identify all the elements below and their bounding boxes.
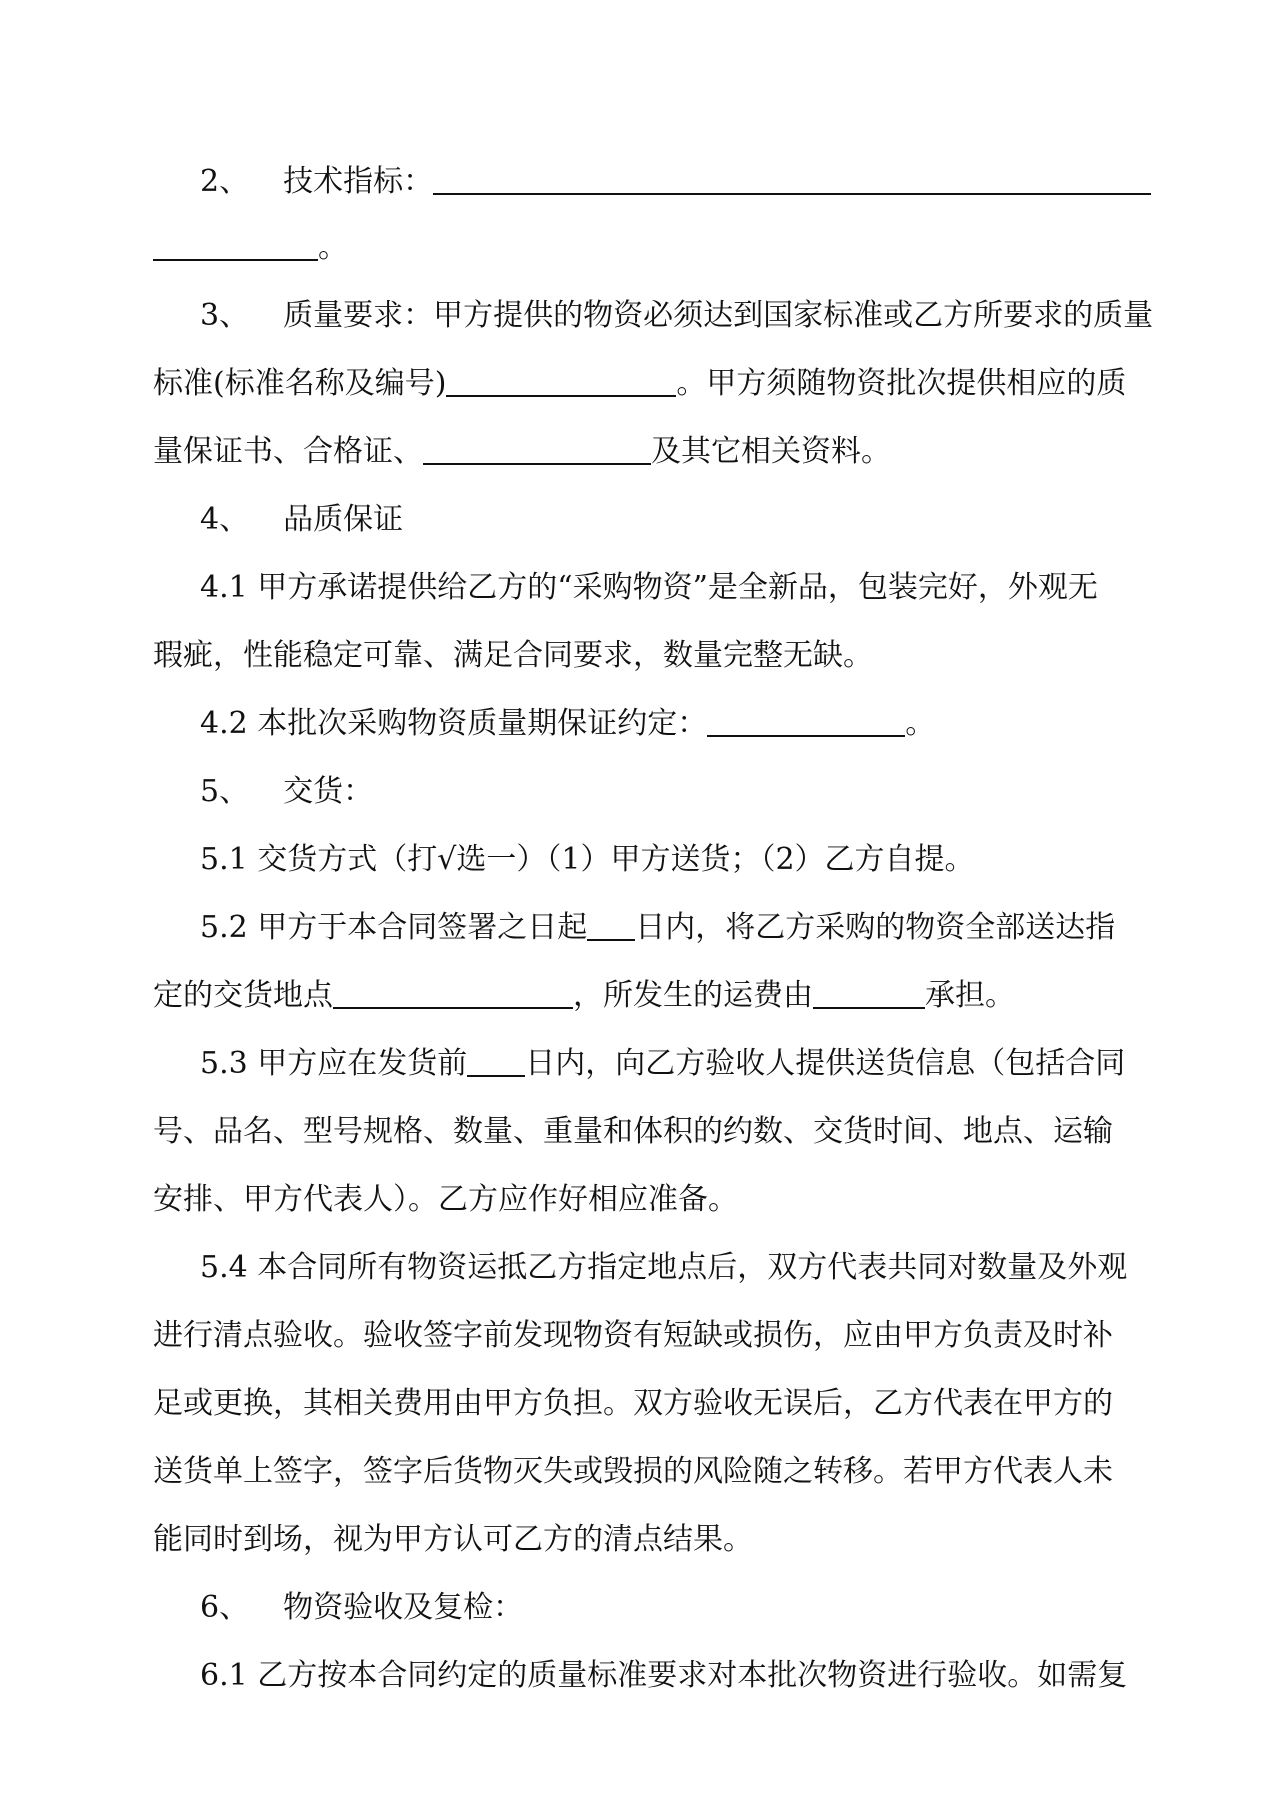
section-4-2-line xyxy=(200,702,1180,746)
section-5-3-line-3 xyxy=(153,1178,1133,1222)
other-docs-blank xyxy=(423,435,651,465)
section-5-2-line-2 xyxy=(153,974,1133,1018)
section-6-1-line-1 xyxy=(200,1654,1180,1698)
section-5-3-line-1 xyxy=(200,1042,1180,1086)
section-4-1-line-2 xyxy=(153,634,1133,678)
technical-spec-blank-cont xyxy=(153,231,318,261)
section-3-text: 标准(标准名称及编号) xyxy=(153,366,447,401)
section-number: 2、 xyxy=(200,164,250,199)
section-2-line xyxy=(200,160,1180,204)
clause-text: ，所发生的运费由 xyxy=(573,978,813,1013)
section-5-3-line-2 xyxy=(153,1110,1133,1154)
clause-text: 5.1 交货方式（打√选一）（1）甲方送货；（2）乙方自提。 xyxy=(200,842,975,877)
clause-text: 送货单上签字，签字后货物灭失或毁损的风险随之转移。若甲方代表人未 xyxy=(153,1454,1113,1489)
section-5-heading xyxy=(200,770,1180,814)
section-3-text: 量保证书、合格证、 xyxy=(153,434,423,469)
clause-text: 4.1 甲方承诺提供给乙方的“采购物资”是全新品，包装完好，外观无 xyxy=(200,570,1098,605)
section-3-text: 。甲方须随物资批次提供相应的质 xyxy=(676,366,1127,401)
section-4-heading xyxy=(200,498,1180,542)
delivery-days-blank xyxy=(587,911,635,941)
section-6-title: 物资验收及复检： xyxy=(283,1590,524,1625)
freight-payer-blank xyxy=(813,979,925,1009)
section-2-continuation xyxy=(153,226,1133,270)
section-number: 3、 xyxy=(200,298,250,333)
clause-text: 6.1 乙方按本合同约定的质量标准要求对本批次物资进行验收。如需复 xyxy=(200,1658,1128,1693)
clause-text: 承担。 xyxy=(925,978,1015,1013)
clause-text: 足或更换，其相关费用由甲方负担。双方验收无误后，乙方代表在甲方的 xyxy=(153,1386,1113,1421)
section-3-line-2 xyxy=(153,362,1133,406)
period: 。 xyxy=(905,706,936,741)
section-5-4-line-5 xyxy=(153,1518,1133,1562)
section-3-text: 及其它相关资料。 xyxy=(651,434,891,469)
clause-text: 进行清点验收。验收签字前发现物资有短缺或损伤，应由甲方负责及时补 xyxy=(153,1318,1113,1353)
notice-days-blank xyxy=(467,1047,525,1077)
clause-text: 号、品名、型号规格、数量、重量和体积的约数、交货时间、地点、运输 xyxy=(153,1114,1113,1149)
clause-text: 5.4 本合同所有物资运抵乙方指定地点后，双方代表共同对数量及外观 xyxy=(200,1250,1128,1285)
section-6-heading xyxy=(200,1586,1180,1630)
section-2-label: 技术指标： xyxy=(283,164,434,199)
section-5-1-line xyxy=(200,838,1180,882)
section-4-title: 品质保证 xyxy=(283,502,404,537)
section-5-4-line-4 xyxy=(153,1450,1133,1494)
section-5-4-line-3 xyxy=(153,1382,1133,1426)
clause-text: 日内，将乙方采购的物资全部送达指 xyxy=(635,910,1116,945)
section-3-line-1 xyxy=(200,294,1180,338)
standard-name-blank xyxy=(446,367,676,397)
section-number: 6、 xyxy=(200,1590,250,1625)
section-5-4-line-2 xyxy=(153,1314,1133,1358)
section-3-line-3 xyxy=(153,430,1133,474)
technical-spec-blank xyxy=(433,165,1151,195)
section-number: 5、 xyxy=(200,774,250,809)
clause-text: 能同时到场，视为甲方认可乙方的清点结果。 xyxy=(153,1522,753,1557)
section-5-title: 交货： xyxy=(283,774,374,809)
period: 。 xyxy=(318,230,348,265)
section-3-text: 质量要求：甲方提供的物资必须达到国家标准或乙方所要求的质量 xyxy=(283,298,1154,333)
clause-text: 日内，向乙方验收人提供送货信息（包括合同 xyxy=(525,1046,1126,1081)
clause-text: 5.3 甲方应在发货前 xyxy=(200,1046,468,1081)
delivery-location-blank xyxy=(333,979,573,1009)
clause-text: 瑕疵，性能稳定可靠、满足合同要求，数量完整无缺。 xyxy=(153,638,873,673)
warranty-period-blank xyxy=(707,707,905,737)
clause-text: 定的交货地点 xyxy=(153,978,333,1013)
section-5-4-line-1 xyxy=(200,1246,1180,1290)
clause-text: 5.2 甲方于本合同签署之日起 xyxy=(200,910,588,945)
section-5-2-line-1 xyxy=(200,906,1180,950)
clause-text: 安排、甲方代表人）。乙方应作好相应准备。 xyxy=(153,1182,738,1217)
section-4-1-line-1 xyxy=(200,566,1180,610)
section-number: 4、 xyxy=(200,502,250,537)
clause-text: 4.2 本批次采购物资质量期保证约定： xyxy=(200,706,708,741)
